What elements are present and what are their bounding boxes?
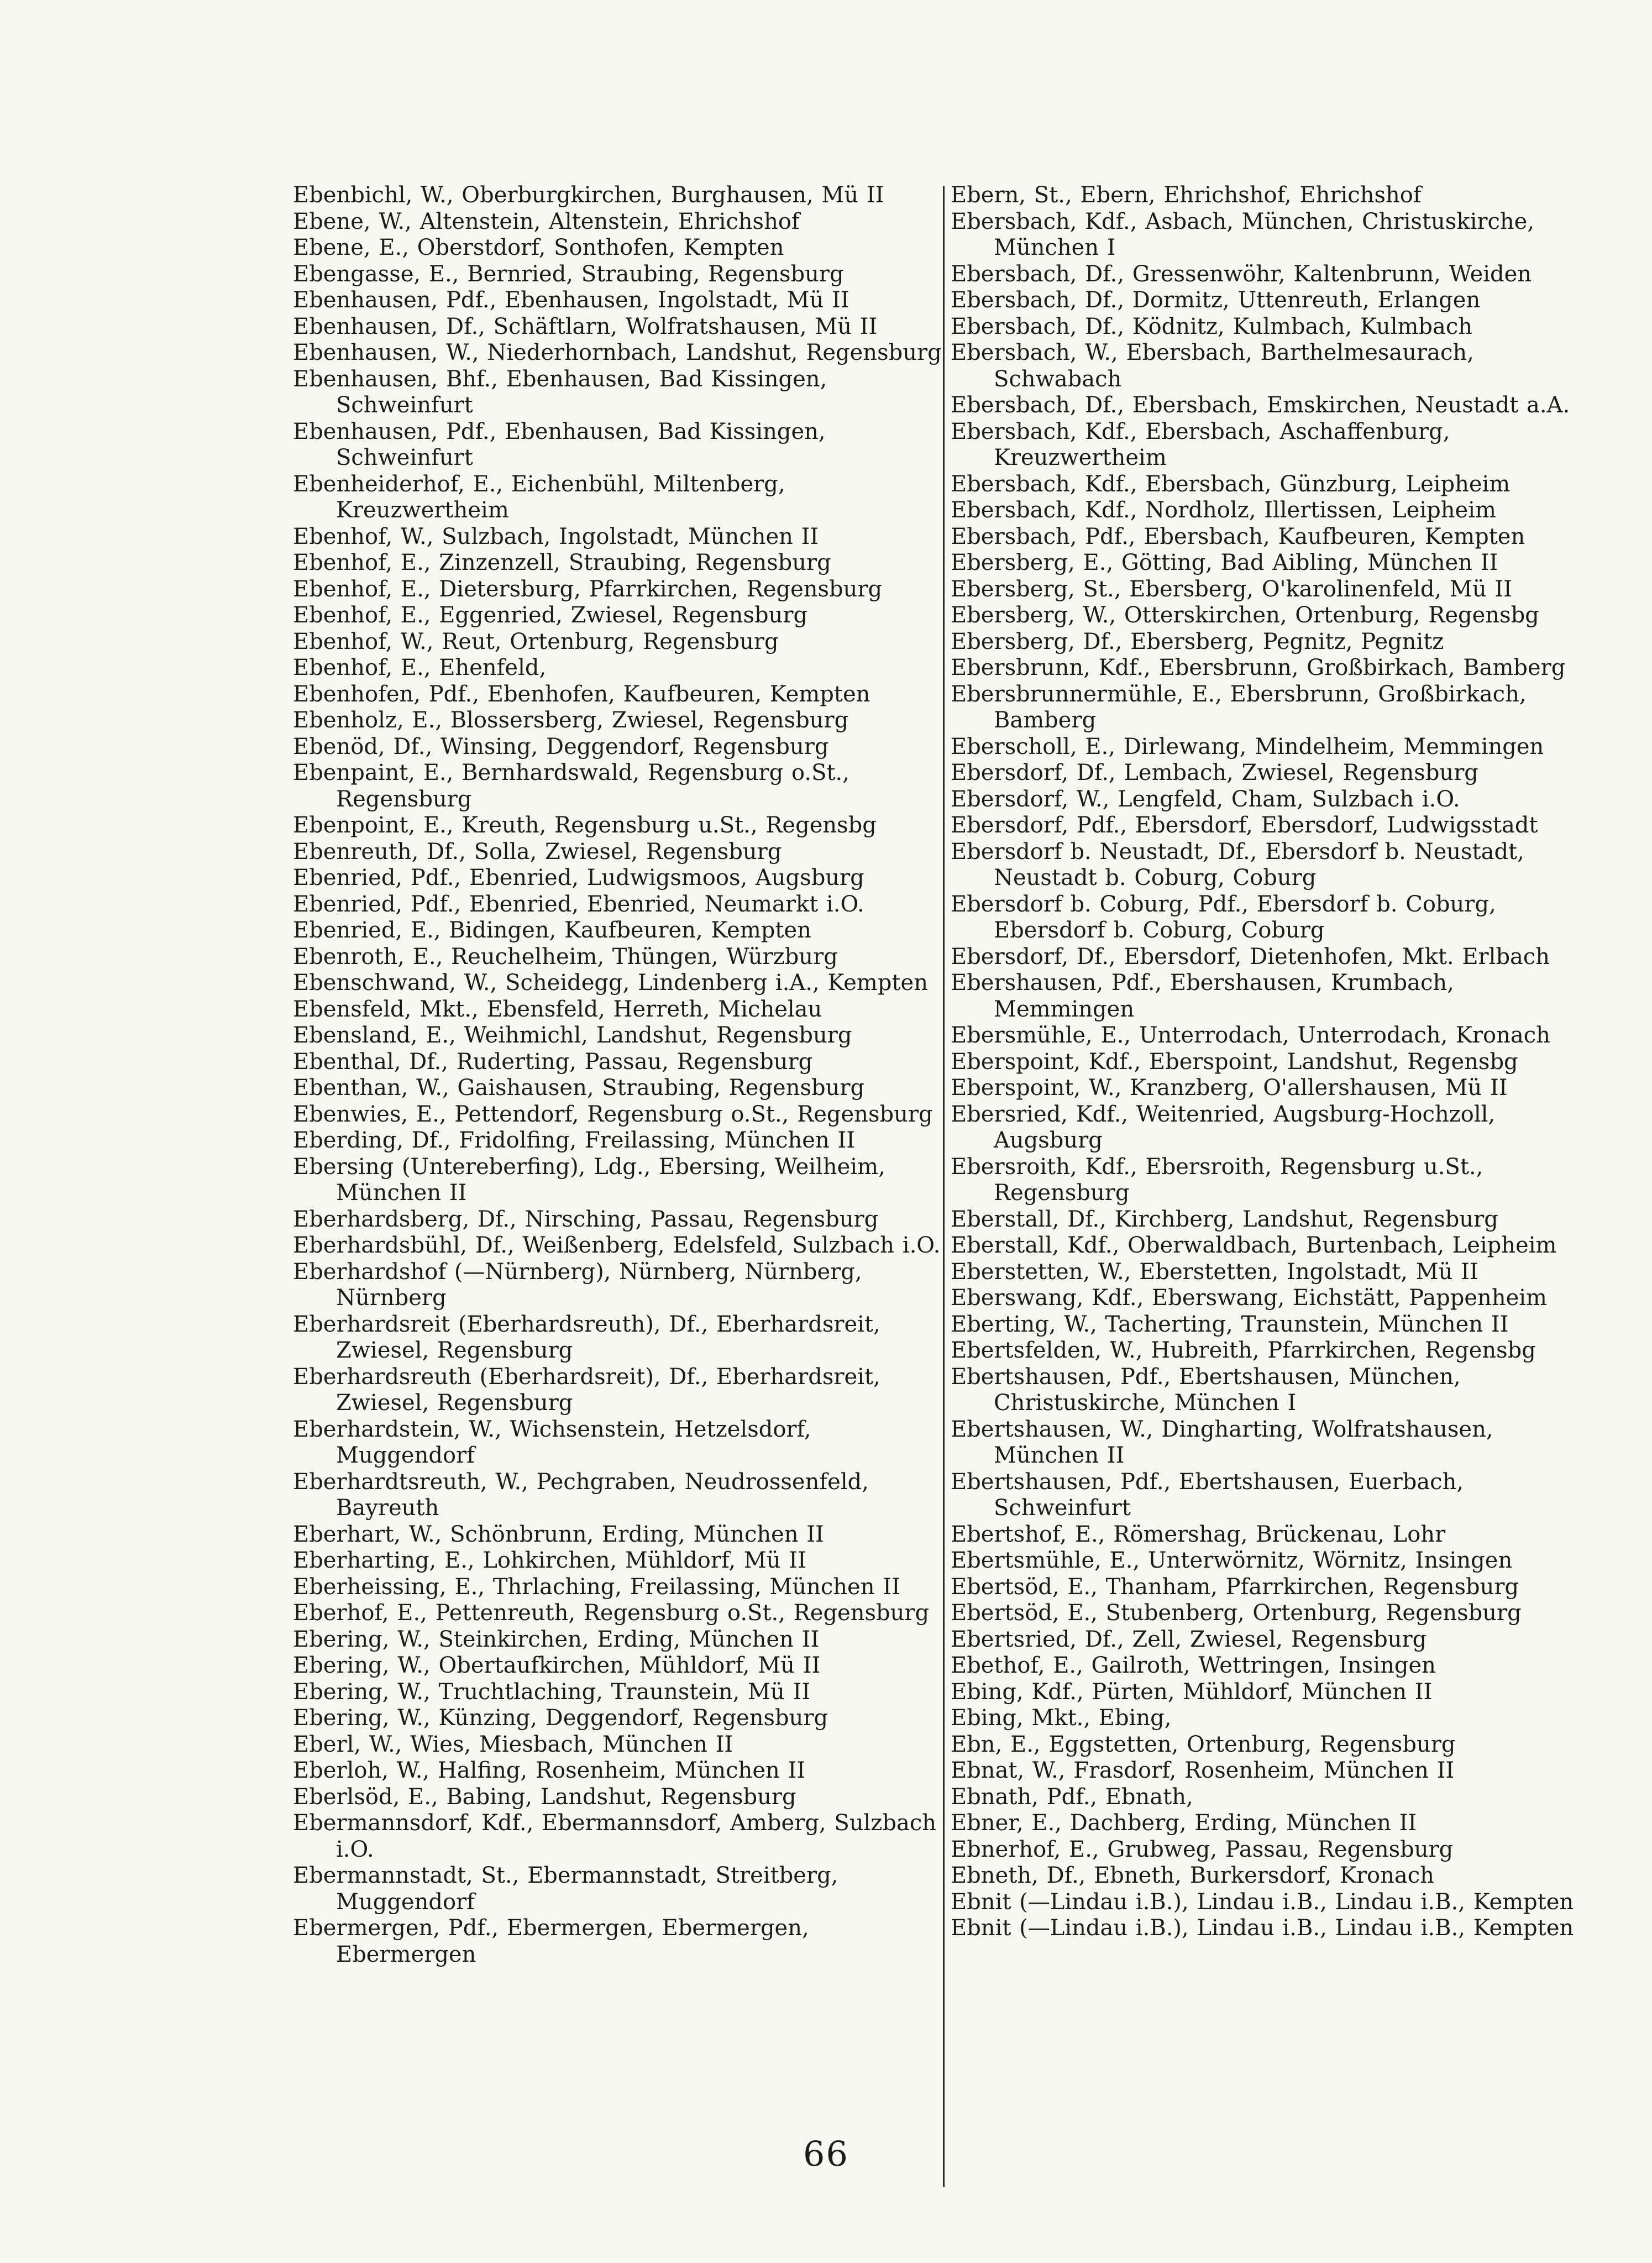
gazetteer-entry: Ebene, E., Oberstdorf, Sonthofen, Kempten bbox=[293, 235, 784, 260]
gazetteer-entry: Ebenpoint, E., Kreuth, Regensburg u.St., Regensbg bbox=[293, 813, 877, 838]
gazetteer-entry: Ebenreuth, Df., Solla, Zwiesel, Regensburg bbox=[293, 839, 782, 865]
gazetteer-entry: Ebering, W., Obertaufkirchen, Mühldorf, Mü II bbox=[293, 1653, 821, 1678]
gazetteer-entry: Ebenhof, E., Eggenried, Zwiesel, Regensburg bbox=[293, 603, 808, 628]
gazetteer-entry: Ebenhof, E., Ehenfeld, bbox=[293, 655, 547, 680]
gazetteer-entry: Ebneth, Df., Ebneth, Burkersdorf, Kronach bbox=[951, 1863, 1434, 1888]
gazetteer-entry: Eberstall, Kdf., Oberwaldbach, Burtenbach, Leipheim bbox=[951, 1233, 1557, 1258]
gazetteer-entry: Ebenhausen, Pdf., Ebenhausen, Ingolstadt, Mü II bbox=[293, 287, 849, 313]
gazetteer-entry: Ebering, W., Truchtlaching, Traunstein, Mü II bbox=[293, 1679, 811, 1705]
gazetteer-entry: Ebnit (—Lindau i.B.), Lindau i.B., Lindau i.B., Kempten bbox=[951, 1915, 1574, 1941]
gazetteer-entry: Ebersbach, Kdf., Asbach, München, Christuskirche, München I bbox=[951, 208, 1535, 260]
gazetteer-entry: Ebersried, Kdf., Weitenried, Augsburg-Hochzoll, Augsburg bbox=[951, 1101, 1496, 1153]
gazetteer-entry: Ebertsried, Df., Zell, Zwiesel, Regensburg bbox=[951, 1626, 1427, 1652]
gazetteer-entry: Ebing, Kdf., Pürten, Mühldorf, München II bbox=[951, 1679, 1433, 1705]
gazetteer-entry: Ebersberg, Df., Ebersberg, Pegnitz, Pegnitz bbox=[951, 628, 1444, 654]
gazetteer-entry: Eberding, Df., Fridolfing, Freilassing, München II bbox=[293, 1128, 856, 1153]
gazetteer-entry: Ebermannstadt, St., Ebermannstadt, Streitberg, Muggendorf bbox=[293, 1863, 838, 1915]
gazetteer-entry: Ebenried, E., Bidingen, Kaufbeuren, Kempten bbox=[293, 918, 811, 943]
gazetteer-entry: Eberspoint, W., Kranzberg, O'allershausen, Mü II bbox=[951, 1075, 1508, 1101]
gazetteer-entry: Ebn, E., Eggstetten, Ortenburg, Regensburg bbox=[951, 1731, 1456, 1757]
gazetteer-entry: Ebersberg, W., Otterskirchen, Ortenburg, Regensbg bbox=[951, 603, 1539, 628]
gazetteer-entry: Ebertshausen, Pdf., Ebertshausen, Euerbach, Schweinfurt bbox=[951, 1469, 1464, 1521]
gazetteer-entry: Ebersbach, Kdf., Nordholz, Illertissen, Leipheim bbox=[951, 497, 1496, 523]
gazetteer-entry: Eberharting, E., Lohkirchen, Mühldorf, Mü II bbox=[293, 1548, 806, 1573]
gazetteer-entry: Eberhof, E., Pettenreuth, Regensburg o.St., Regensburg bbox=[293, 1600, 930, 1626]
gazetteer-entry: Ebenpaint, E., Bernhardswald, Regensburg o.St., Regensburg bbox=[293, 760, 849, 812]
gazetteer-entry: Ebersdorf, Df., Lembach, Zwiesel, Regensburg bbox=[951, 760, 1478, 785]
gazetteer-entry: Ebenheiderhof, E., Eichenbühl, Miltenberg, Kreuzwertheim bbox=[293, 471, 785, 523]
gazetteer-entry: Ebenhof, E., Zinzenzell, Straubing, Regensburg bbox=[293, 550, 831, 575]
gazetteer-entry: Ebersberg, St., Ebersberg, O'karolinenfeld, Mü II bbox=[951, 576, 1512, 602]
gazetteer-entry: Ebenhausen, Pdf., Ebenhausen, Bad Kissingen, Schweinfurt bbox=[293, 418, 826, 470]
gazetteer-entry: Ebertsöd, E., Stubenberg, Ortenburg, Regensburg bbox=[951, 1600, 1522, 1626]
gazetteer-entry: Ebersdorf b. Neustadt, Df., Ebersdorf b. Neustadt, Neustadt b. Coburg, Coburg bbox=[951, 839, 1524, 890]
gazetteer-entry: Ebene, W., Altenstein, Altenstein, Ehrichshof bbox=[293, 208, 800, 234]
gazetteer-entry: Ebenhof, E., Dietersburg, Pfarrkirchen, Regensburg bbox=[293, 576, 883, 602]
gazetteer-entry: Ebertshof, E., Römershag, Brückenau, Lohr bbox=[951, 1521, 1446, 1547]
gazetteer-entry: Ebenhausen, Df., Schäftlarn, Wolfratshausen, Mü II bbox=[293, 313, 878, 339]
gazetteer-entry: Ebenthal, Df., Ruderting, Passau, Regensburg bbox=[293, 1049, 813, 1075]
gazetteer-entry: Ebenöd, Df., Winsing, Deggendorf, Regensburg bbox=[293, 734, 829, 759]
gazetteer-entry: Ebersing (Untereberfing), Ldg., Ebersing, Weilheim, München II bbox=[293, 1154, 885, 1206]
gazetteer-entry: Eberhart, W., Schönbrunn, Erding, München II bbox=[293, 1521, 824, 1547]
gazetteer-entry: Ebersbach, Df., Ebersbach, Emskirchen, Neustadt a.A. bbox=[951, 392, 1570, 418]
gazetteer-entry: Ebersbrunnermühle, E., Ebersbrunn, Großbirkach, Bamberg bbox=[951, 681, 1527, 733]
gazetteer-entry: Ebertshausen, W., Dingharting, Wolfratshausen, München II bbox=[951, 1416, 1493, 1468]
gazetteer-entry: Ebenthan, W., Gaishausen, Straubing, Regensburg bbox=[293, 1075, 865, 1101]
gazetteer-entry: Ebenhof, W., Reut, Ortenburg, Regensburg bbox=[293, 628, 779, 654]
gazetteer-entry: Ebengasse, E., Bernried, Straubing, Regensburg bbox=[293, 261, 844, 287]
gazetteer-entry: Eberhardstein, W., Wichsenstein, Hetzelsdorf, Muggendorf bbox=[293, 1416, 811, 1468]
gazetteer-entry: Ebnat, W., Frasdorf, Rosenheim, München II bbox=[951, 1758, 1455, 1783]
gazetteer-entry: Ebersdorf, W., Lengfeld, Cham, Sulzbach i.O. bbox=[951, 786, 1460, 812]
gazetteer-entry: Eberstall, Df., Kirchberg, Landshut, Regensburg bbox=[951, 1206, 1498, 1232]
gazetteer-entry: Ebersbrunn, Kdf., Ebersbrunn, Großbirkach, Bamberg bbox=[951, 655, 1566, 680]
gazetteer-entry: Eberhardtsreuth, W., Pechgraben, Neudrossenfeld, Bayreuth bbox=[293, 1469, 869, 1521]
gazetteer-entry: Ebner, E., Dachberg, Erding, München II bbox=[951, 1810, 1417, 1836]
gazetteer-entry: Ebnath, Pdf., Ebnath, bbox=[951, 1784, 1193, 1810]
gazetteer-entry: Ebersbach, Df., Gressenwöhr, Kaltenbrunn, Weiden bbox=[951, 261, 1532, 287]
gazetteer-entry: Eberlsöd, E., Babing, Landshut, Regensburg bbox=[293, 1784, 796, 1810]
gazetteer-entry: Eberhardsbühl, Df., Weißenberg, Edelsfeld, Sulzbach i.O. bbox=[293, 1233, 941, 1258]
gazetteer-entry: Ebing, Mkt., Ebing, bbox=[951, 1705, 1172, 1731]
left-column bbox=[293, 182, 942, 1968]
page-number: 66 bbox=[803, 2134, 849, 2174]
column-divider bbox=[943, 186, 945, 2187]
gazetteer-entry: Ebenhausen, Bhf., Ebenhausen, Bad Kissingen, Schweinfurt bbox=[293, 366, 827, 418]
gazetteer-entry: Ebersdorf, Pdf., Ebersdorf, Ebersdorf, Ludwigsstadt bbox=[951, 813, 1538, 838]
gazetteer-entry: Ebenroth, E., Reuchelheim, Thüngen, Würzburg bbox=[293, 944, 838, 970]
gazetteer-entry: Eberhardsreuth (Eberhardsreit), Df., Eberhardsreit, Zwiesel, Regensburg bbox=[293, 1364, 880, 1416]
gazetteer-entry: Eberl, W., Wies, Miesbach, München II bbox=[293, 1731, 733, 1757]
gazetteer-entry: Ebersroith, Kdf., Ebersroith, Regensburg u.St., Regensburg bbox=[951, 1154, 1483, 1206]
gazetteer-entry: Ebersbach, Kdf., Ebersbach, Günzburg, Leipheim bbox=[951, 471, 1511, 497]
gazetteer-entry: Ebersbach, Df., Ködnitz, Kulmbach, Kulmbach bbox=[951, 313, 1473, 339]
gazetteer-entry: Ebenried, Pdf., Ebenried, Ludwigsmoos, Augsburg bbox=[293, 865, 864, 890]
gazetteer-entry: Ebertsfelden, W., Hubreith, Pfarrkirchen, Regensbg bbox=[951, 1338, 1536, 1363]
gazetteer-entry: Ebenwies, E., Pettendorf, Regensburg o.St., Regensburg bbox=[293, 1101, 933, 1127]
gazetteer-entry: Eberspoint, Kdf., Eberspoint, Landshut, Regensbg bbox=[951, 1049, 1518, 1075]
gazetteer-entry: Eberhardsberg, Df., Nirsching, Passau, Regensburg bbox=[293, 1206, 879, 1232]
gazetteer-entry: Ebersbach, Kdf., Ebersbach, Aschaffenburg, Kreuzwertheim bbox=[951, 418, 1450, 470]
gazetteer-entry: Ebershausen, Pdf., Ebershausen, Krumbach, Memmingen bbox=[951, 970, 1454, 1022]
gazetteer-entry: Ebering, W., Künzing, Deggendorf, Regensburg bbox=[293, 1705, 828, 1731]
gazetteer-entry: Eberstetten, W., Eberstetten, Ingolstadt, Mü II bbox=[951, 1259, 1478, 1285]
gazetteer-entry: Ebertsöd, E., Thanham, Pfarrkirchen, Regensburg bbox=[951, 1574, 1519, 1600]
gazetteer-entry: Ebermannsdorf, Kdf., Ebermannsdorf, Amberg, Sulzbach i.O. bbox=[293, 1810, 936, 1862]
gazetteer-entry: Ebenhofen, Pdf., Ebenhofen, Kaufbeuren, Kempten bbox=[293, 681, 870, 707]
gazetteer-entry: Ebenhausen, W., Niederhornbach, Landshut, Regensburg bbox=[293, 340, 942, 365]
gazetteer-entry: Ebermergen, Pdf., Ebermergen, Ebermergen, Ebermergen bbox=[293, 1915, 809, 1967]
gazetteer-entry: Ebertshausen, Pdf., Ebertshausen, München, Christuskirche, München I bbox=[951, 1364, 1461, 1416]
gazetteer-entry: Ebensland, E., Weihmichl, Landshut, Regensburg bbox=[293, 1023, 852, 1048]
gazetteer-entry: Ebering, W., Steinkirchen, Erding, München II bbox=[293, 1626, 820, 1652]
gazetteer-entry: Ebethof, E., Gailroth, Wettringen, Insingen bbox=[951, 1653, 1436, 1678]
gazetteer-entry: Ebenried, Pdf., Ebenried, Ebenried, Neumarkt i.O. bbox=[293, 891, 864, 917]
gazetteer-entry: Ebenhof, W., Sulzbach, Ingolstadt, München II bbox=[293, 523, 819, 549]
gazetteer-entry: Ebern, St., Ebern, Ehrichshof, Ehrichshof bbox=[951, 182, 1422, 208]
gazetteer-entry: Eberhardshof (—Nürnberg), Nürnberg, Nürnberg, Nürnberg bbox=[293, 1259, 862, 1311]
gazetteer-entry: Eberting, W., Tacherting, Traunstein, München II bbox=[951, 1311, 1509, 1337]
gazetteer-entry: Ebenbichl, W., Oberburgkirchen, Burghausen, Mü II bbox=[293, 182, 884, 208]
gazetteer-entry: Ebertsmühle, E., Unterwörnitz, Wörnitz, Insingen bbox=[951, 1548, 1513, 1573]
gazetteer-entry: Eberswang, Kdf., Eberswang, Eichstätt, Pappenheim bbox=[951, 1285, 1547, 1311]
gazetteer-entry: Ebersbach, W., Ebersbach, Barthelmesaurach, Schwabach bbox=[951, 340, 1474, 392]
gazetteer-entry: Ebersmühle, E., Unterrodach, Unterrodach, Kronach bbox=[951, 1023, 1550, 1048]
gazetteer-entry: Ebnerhof, E., Grubweg, Passau, Regensburg bbox=[951, 1836, 1454, 1862]
gazetteer-entry: Eberheissing, E., Thrlaching, Freilassing, München II bbox=[293, 1574, 900, 1600]
gazetteer-entry: Ebersdorf, Df., Ebersdorf, Dietenhofen, Mkt. Erlbach bbox=[951, 944, 1550, 970]
gazetteer-entry: Ebersbach, Pdf., Ebersbach, Kaufbeuren, Kempten bbox=[951, 523, 1525, 549]
gazetteer-entry: Ebenschwand, W., Scheidegg, Lindenberg i.A., Kempten bbox=[293, 970, 928, 996]
right-column bbox=[951, 182, 1600, 1942]
gazetteer-entry: Ebersberg, E., Götting, Bad Aibling, München II bbox=[951, 550, 1498, 575]
gazetteer-entry: Ebenholz, E., Blossersberg, Zwiesel, Regensburg bbox=[293, 708, 849, 733]
gazetteer-entry: Ebnit (—Lindau i.B.), Lindau i.B., Lindau i.B., Kempten bbox=[951, 1889, 1574, 1915]
gazetteer-entry: Eberloh, W., Halfing, Rosenheim, München II bbox=[293, 1758, 806, 1783]
gazetteer-entry: Ebersbach, Df., Dormitz, Uttenreuth, Erlangen bbox=[951, 287, 1481, 313]
gazetteer-entry: Eberscholl, E., Dirlewang, Mindelheim, Memmingen bbox=[951, 734, 1544, 759]
gazetteer-entry: Eberhardsreit (Eberhardsreuth), Df., Eberhardsreit, Zwiesel, Regensburg bbox=[293, 1311, 880, 1363]
gazetteer-entry: Ebersdorf b. Coburg, Pdf., Ebersdorf b. Coburg, Ebersdorf b. Coburg, Coburg bbox=[951, 891, 1496, 943]
gazetteer-entry: Ebensfeld, Mkt., Ebensfeld, Herreth, Michelau bbox=[293, 996, 822, 1022]
